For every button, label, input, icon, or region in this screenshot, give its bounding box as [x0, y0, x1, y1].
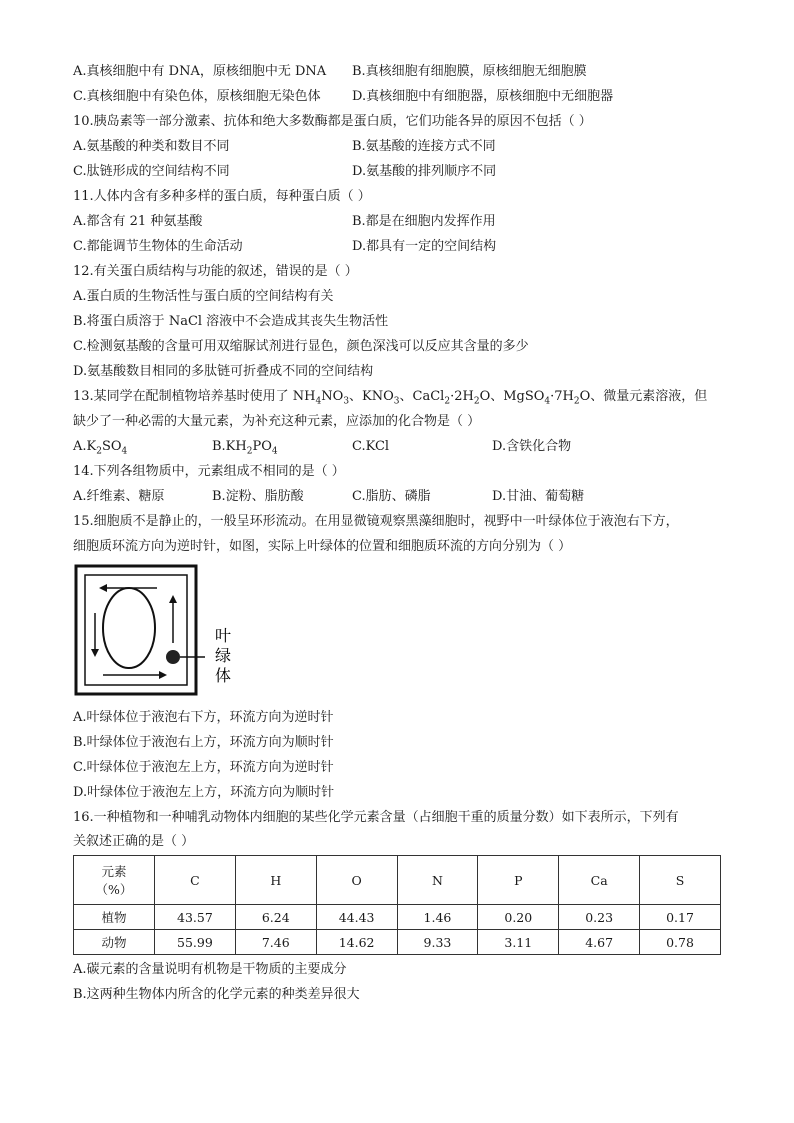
table-cell: 0.17: [640, 905, 721, 930]
table-cell: 44.43: [316, 905, 397, 930]
q9-option-b: B.真核细胞有细胞膜，原核细胞无细胞膜: [352, 64, 587, 79]
table-cell: 0.20: [478, 905, 559, 930]
table-row-label: 植物: [74, 905, 155, 930]
table-cell: 0.78: [640, 930, 721, 955]
vacuole: [103, 588, 155, 668]
q16-stem-line1: 16.一种植物和一种哺乳动物体内细胞的某些化学元素含量（占细胞干重的质量分数）如下表所示，下列有: [73, 810, 679, 825]
q9-option-a: A.真核细胞中有 DNA，原核细胞中无 DNA: [73, 64, 327, 79]
q15-option-a: A.叶绿体位于液泡右下方，环流方向为逆时针: [73, 710, 334, 725]
table-header-cell: C: [155, 856, 236, 905]
q15-stem-line2: 细胞质环流方向为逆时针，如图，实际上叶绿体的位置和细胞质环流的方向分别为（ ）: [73, 539, 572, 554]
q15-stem-line1: 15.细胞质不是静止的，一般呈环形流动。在用显微镜观察黑藻细胞时，视野中一叶绿体位于液泡右下方，: [73, 514, 679, 529]
table-header-label: 元素 （%）: [74, 856, 155, 905]
element-content-table: [73, 855, 721, 955]
table-header-cell: N: [397, 856, 478, 905]
table-header-row: [74, 856, 721, 905]
table-cell: 6.24: [235, 905, 316, 930]
chloroplast: [166, 650, 180, 664]
q11-option-d: D.都具有一定的空间结构: [352, 239, 497, 254]
table-row: [74, 905, 721, 930]
table-header-cell: P: [478, 856, 559, 905]
table-header-cell: Ca: [559, 856, 640, 905]
q15-option-b: B.叶绿体位于液泡右上方，环流方向为顺时针: [73, 735, 334, 750]
table-cell: 43.57: [155, 905, 236, 930]
table-header-cell: S: [640, 856, 721, 905]
q13-stem-line1: 13.某同学在配制植物培养基时使用了 $NH_4NO_3$、$KNO_3$、$CaCl_2\cdot 2H_2O$、$MgSO_4\cdot 7H_2O$、微量元素溶液，但: [73, 389, 708, 407]
figure-label-char-3: 体: [214, 666, 232, 685]
q15-option-c: C.叶绿体位于液泡左上方，环流方向为逆时针: [73, 760, 334, 775]
q11-option-b: B.都是在细胞内发挥作用: [352, 214, 496, 229]
q10-option-a: A.氨基酸的种类和数目不同: [73, 139, 230, 154]
q16-option-b: B.这两种生物体内所含的化学元素的种类差异很大: [73, 987, 360, 1002]
table-header-cell: O: [316, 856, 397, 905]
q15-option-d: D.叶绿体位于液泡左上方，环流方向为顺时针: [73, 785, 335, 800]
q12-stem: 12.有关蛋白质结构与功能的叙述，错误的是（ ）: [73, 264, 358, 279]
q10-option-c: C.肽链形成的空间结构不同: [73, 164, 230, 179]
cell-membrane-outline: [85, 575, 187, 685]
table-cell: 7.46: [235, 930, 316, 955]
cell-cytoplasm-flow-figure: [73, 563, 243, 701]
q9-option-d: D.真核细胞中有细胞器，原核细胞中无细胞器: [352, 89, 614, 104]
q14-option-a: A.纤维素、糖原: [73, 489, 165, 504]
q11-option-c: C.都能调节生物体的生命活动: [73, 239, 243, 254]
table-row: [74, 930, 721, 955]
table-cell: 1.46: [397, 905, 478, 930]
q12-option-d: D.氨基酸数目相同的多肽链可折叠成不同的空间结构: [73, 364, 374, 379]
figure-label-char-1: 叶: [214, 626, 232, 645]
table-cell: 3.11: [478, 930, 559, 955]
q11-stem: 11.人体内含有多种多样的蛋白质，每种蛋白质（ ）: [73, 189, 371, 204]
table-cell: 55.99: [155, 930, 236, 955]
q14-option-c: C.脂肪、磷脂: [352, 489, 431, 504]
table-cell: 14.62: [316, 930, 397, 955]
figure-label-char-2: 绿: [214, 646, 232, 665]
q12-option-a: A.蛋白质的生物活性与蛋白质的空间结构有关: [73, 289, 334, 304]
q12-option-c: C.检测氨基酸的含量可用双缩脲试剂进行显色，颜色深浅可以反应其含量的多少: [73, 339, 529, 354]
q13-option-b: $B.KH_2PO_4$: [212, 439, 278, 457]
q13-option-c: C.KCl: [352, 439, 390, 454]
q10-option-d: D.氨基酸的排列顺序不同: [352, 164, 497, 179]
table-cell: 4.67: [559, 930, 640, 955]
q14-stem: 14.下列各组物质中，元素组成不相同的是（ ）: [73, 464, 345, 479]
q16-stem-line2: 关叙述正确的是（ ）: [73, 834, 195, 849]
q13-stem-line2: 缺少了一种必需的大量元素，为补充这种元素，应添加的化合物是（ ）: [73, 414, 481, 429]
q12-option-b: B.将蛋白质溶于 NaCl 溶液中不会造成其丧失生物活性: [73, 314, 389, 329]
q10-stem: 10.胰岛素等一部分激素、抗体和绝大多数酶都是蛋白质，它们功能各异的原因不包括（ ）: [73, 114, 592, 129]
table-row-label: 动物: [74, 930, 155, 955]
q14-option-b: B.淀粉、脂肪酸: [212, 489, 304, 504]
table-header-cell: H: [235, 856, 316, 905]
q14-option-d: D.甘油、葡萄糖: [492, 489, 585, 504]
q13-option-d: D.含铁化合物: [492, 439, 572, 454]
q9-option-c: C.真核细胞中有染色体，原核细胞无染色体: [73, 89, 321, 104]
table-cell: 9.33: [397, 930, 478, 955]
q13-option-a: $A.K_2SO_4$: [73, 439, 128, 457]
q16-option-a: A.碳元素的含量说明有机物是干物质的主要成分: [73, 962, 347, 977]
table-cell: 0.23: [559, 905, 640, 930]
q11-option-a: A.都含有 21 种氨基酸: [73, 214, 203, 229]
q10-option-b: B.氨基酸的连接方式不同: [352, 139, 496, 154]
